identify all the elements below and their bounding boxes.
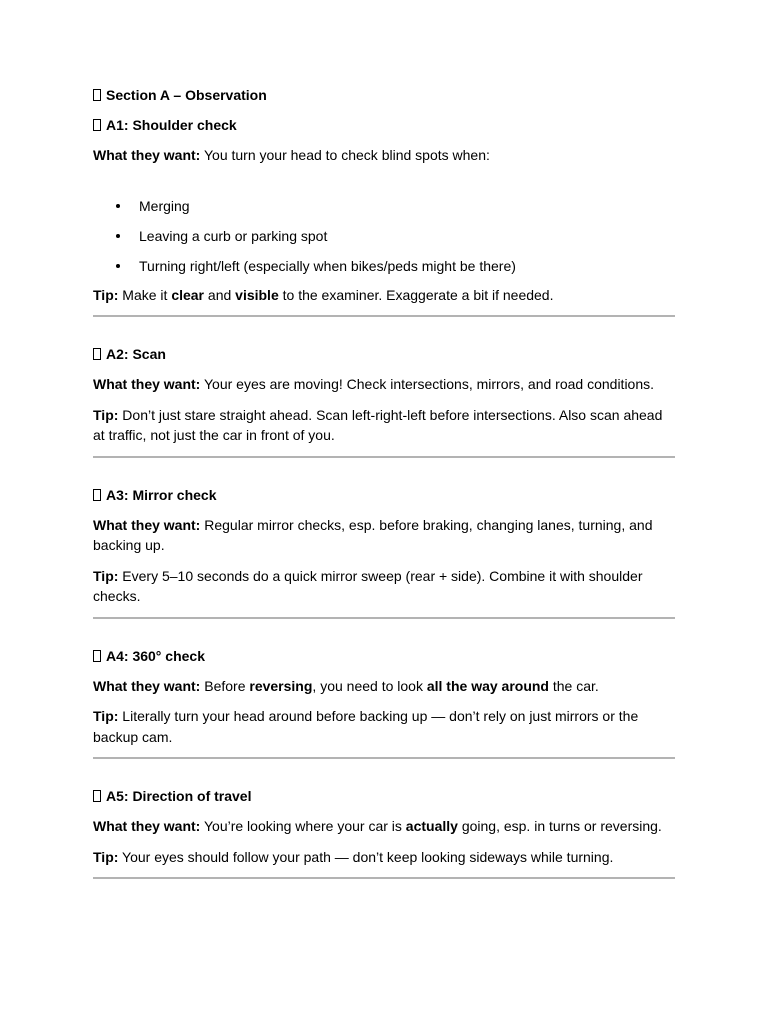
missing-glyph-icon — [93, 119, 101, 131]
section-divider — [93, 456, 675, 458]
a4-tip: Tip: Literally turn your head around before backing up — don’t rely on just mirrors or the backup cam. — [93, 708, 639, 745]
a2-want: What they want: Your eyes are moving! Check intersections, mirrors, and road conditions. — [93, 376, 655, 392]
a1-bullet-list — [93, 196, 675, 276]
missing-glyph-icon — [93, 348, 101, 360]
section-divider — [93, 877, 675, 879]
document-page — [93, 85, 675, 879]
a2-title: A2: Scan — [93, 344, 675, 364]
missing-glyph-icon — [93, 489, 101, 501]
section-divider — [93, 315, 675, 317]
missing-glyph-icon — [93, 650, 101, 662]
section-divider — [93, 617, 675, 619]
missing-glyph-icon — [93, 89, 101, 101]
a1-want: What they want: You turn your head to check blind spots when: — [93, 147, 490, 163]
list-item: Turning right/left (especially when bikes/peds might be there) — [93, 256, 675, 276]
a5-title: A5: Direction of travel — [93, 786, 675, 806]
a4-title: A4: 360° check — [93, 646, 675, 666]
a1-tip: Tip: Make it clear and visible to the examiner. Exaggerate a bit if needed. — [93, 286, 554, 303]
a1-title: A1: Shoulder check — [93, 115, 675, 135]
missing-glyph-icon — [93, 790, 101, 802]
a5-want: What they want: You’re looking where your car is actually going, esp. in turns or reversing. — [93, 818, 662, 834]
a3-want: What they want: Regular mirror checks, esp. before braking, changing lanes, turning, and backing up. — [93, 516, 653, 553]
a2-tip: Tip: Don’t just stare straight ahead. Scan left-right-left before intersections. Also scan ahead at traffic, not just the car in front of you. — [93, 406, 663, 443]
a4-want: What they want: Before reversing, you need to look all the way around the car. — [93, 677, 599, 694]
a3-title: A3: Mirror check — [93, 485, 675, 505]
section-divider — [93, 757, 675, 759]
list-item: Leaving a curb or parking spot — [93, 226, 675, 246]
a5-tip: Tip: Your eyes should follow your path — don’t keep looking sideways while turning. — [93, 848, 614, 865]
section-heading: Section A – Observation — [93, 85, 675, 105]
a3-tip: Tip: Every 5–10 seconds do a quick mirror sweep (rear + side). Combine it with shoulder checks. — [93, 567, 643, 604]
list-item: Merging — [93, 196, 675, 216]
